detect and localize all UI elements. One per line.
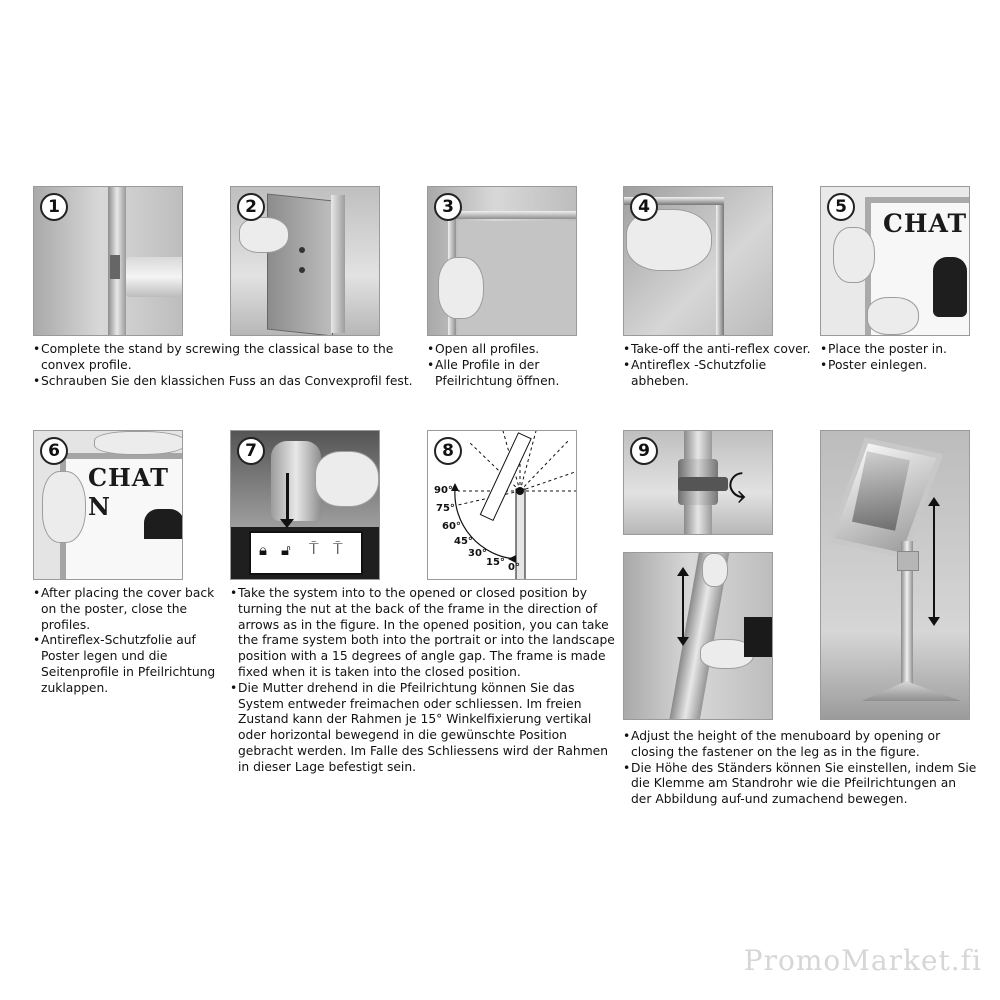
poster-text: CHAT N — [88, 463, 169, 521]
step-number-badge: 5 — [827, 193, 855, 221]
caption-en: • After placing the cover back on the poster, close the profiles. — [33, 586, 218, 633]
step4-photo — [623, 186, 773, 336]
angle-label: 90° — [434, 485, 453, 496]
caption-de: • Alle Profile in der Pfeilrichtung öffnen. — [427, 358, 577, 390]
step1-photo — [33, 186, 183, 336]
angle-label: 30° — [468, 548, 487, 559]
step6-photo — [33, 430, 183, 580]
step7-photo — [230, 430, 380, 580]
caption-step7 — [230, 586, 615, 776]
step5-photo — [820, 186, 970, 336]
step-number-badge: 9 — [630, 437, 658, 465]
step-number-badge: 2 — [237, 193, 265, 221]
poster-text: CHAT — [883, 209, 968, 238]
angle-label: 0° — [508, 562, 520, 573]
rotate-arrow-icon: ⤹ — [728, 469, 746, 504]
caption-en: • Take the system into to the opened or closed position by turning the nut at the back of the frame in the direction of arrows as in the figure. In the opened position, you can take the frame system both into the portrait or into the landscape position with a 15 degrees of angle gap. The frame is made fixed when it is taken into the closed position. — [230, 586, 615, 681]
caption-de: • Die Mutter drehend in die Pfeilrichtung können Sie das System entweder freimachen oder schliessen. Im freien Zustand kann der Rahmen je 15° Winkelfixierung vertikal oder horizontal bewegend in die gewünschte Position gebracht werden. Im Falle des Schliessens wird der Rahmen in dieser Lage befestigt sein. — [230, 681, 615, 776]
angle-label: 60° — [442, 521, 461, 532]
step2-photo — [230, 186, 380, 336]
caption-de: • Poster einlegen. — [820, 358, 980, 374]
caption-de: • Antireflex-Schutzfolie auf Poster legen und die Seitenprofile in Pfeilrichtung zuklappen. — [33, 633, 218, 696]
caption-de: • Schrauben Sie den klassichen Fuss an das Convexprofil fest. — [33, 374, 413, 390]
step-number-badge: 8 — [434, 437, 462, 465]
caption-step5 — [820, 342, 980, 374]
caption-step1 — [33, 342, 413, 389]
step-number-badge: 3 — [434, 193, 462, 221]
lock-open-icon: 🔓︎ — [281, 541, 291, 559]
caption-de: • Antireflex -Schutzfolie abheben. — [623, 358, 813, 390]
angle-label: 45° — [454, 536, 473, 547]
stand-photo — [820, 430, 970, 720]
caption-en: • Complete the stand by screwing the classical base to the convex profile. — [33, 342, 413, 374]
step-number-badge: 1 — [40, 193, 68, 221]
step-number-badge: 6 — [40, 437, 68, 465]
angle-label: 75° — [436, 503, 455, 514]
lock-closed-icon: 🔒︎ — [259, 541, 267, 559]
caption-step3 — [427, 342, 577, 389]
watermark: PromoMarket.fi — [743, 944, 982, 977]
nut-closed-icon: ⍑ — [333, 539, 343, 558]
step3-photo — [427, 186, 577, 336]
caption-de: • Die Höhe des Ständers können Sie einstellen, indem Sie die Klemme am Standrohr wie die Pfeilrichtungen an der Abbildung auf-und zumachend bewegen. — [623, 761, 978, 808]
angle-label: 15° — [486, 557, 505, 568]
caption-en: • Take-off the anti-reflex cover. — [623, 342, 813, 358]
caption-en: • Adjust the height of the menuboard by opening or closing the fastener on the leg as in the figure. — [623, 729, 978, 761]
caption-step6 — [33, 586, 218, 697]
step-number-badge: 7 — [237, 437, 265, 465]
step8-angle-diagram — [427, 430, 577, 580]
nut-open-icon: ⍑ — [309, 539, 319, 558]
caption-step4 — [623, 342, 813, 389]
step9-photo-clamp — [623, 430, 773, 535]
caption-en: • Open all profiles. — [427, 342, 577, 358]
step-number-badge: 4 — [630, 193, 658, 221]
caption-en: • Place the poster in. — [820, 342, 980, 358]
caption-step9 — [623, 729, 978, 808]
step9-photo-height — [623, 552, 773, 720]
